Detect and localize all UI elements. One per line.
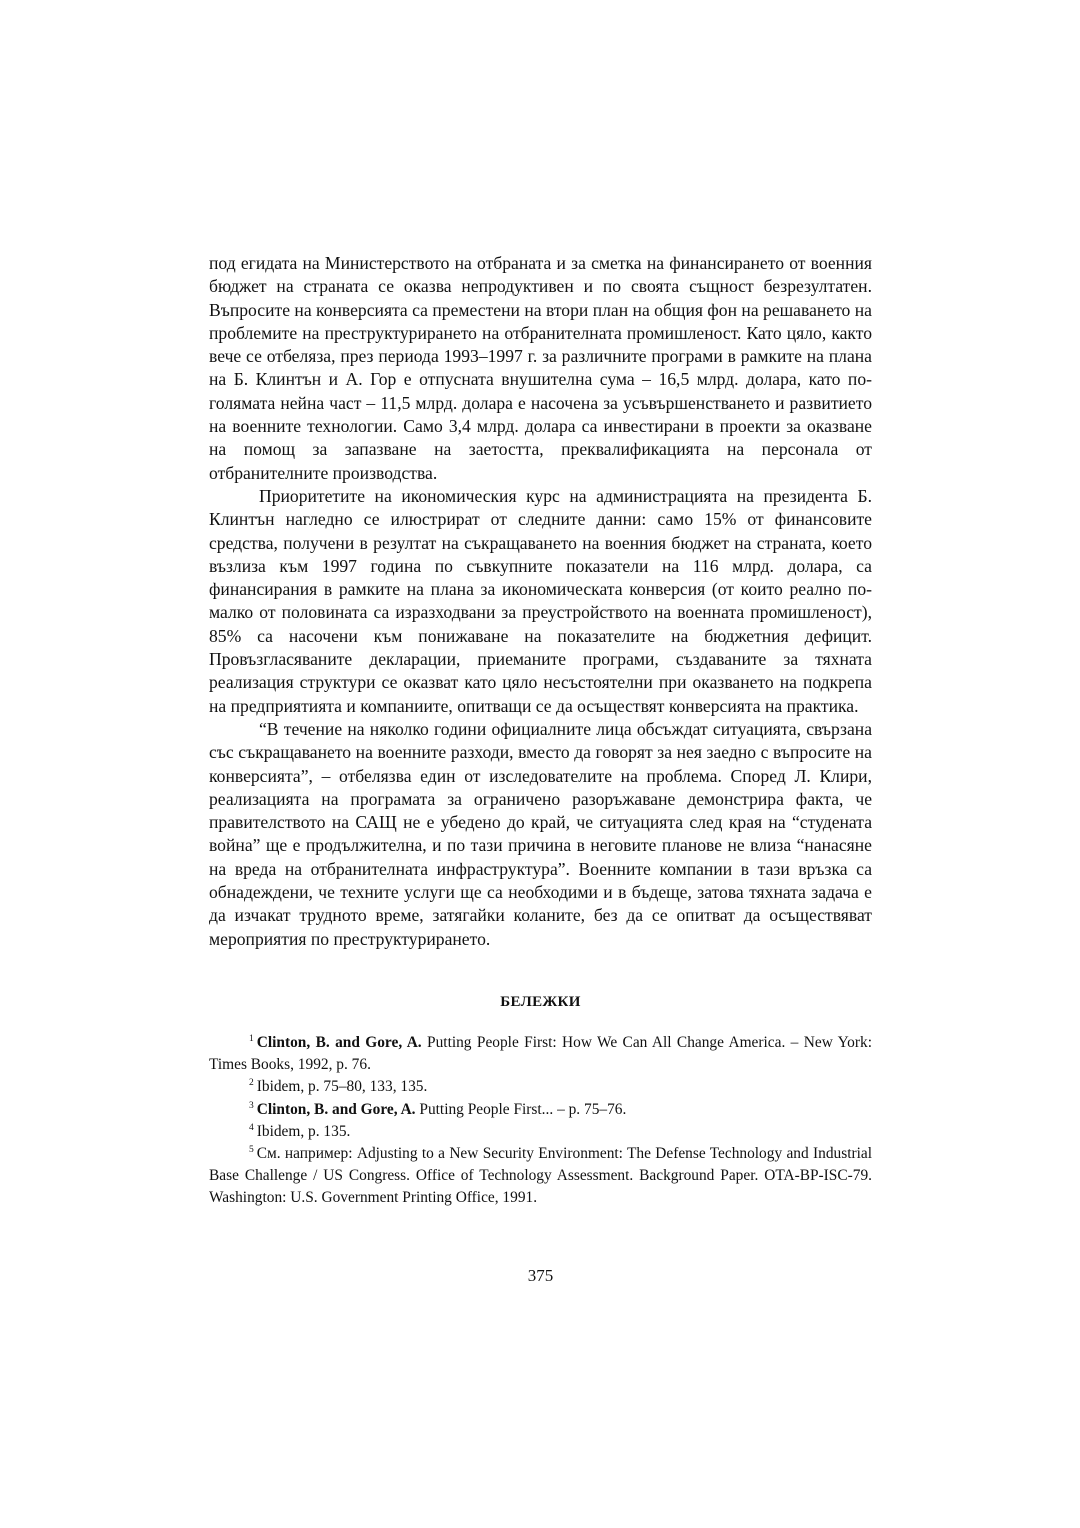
- footnote-text: Putting People First: How We Can All Change America. – New York: Times Books, 1992, p. 76.: [209, 1034, 872, 1074]
- footnote-author: Clinton, B. and Gore, A.: [256, 1100, 416, 1118]
- paragraph-3: “В течение на няколко години официалните лица обсъждат ситуацията, свързана със съкращаването на военните разходи, вместо да говорят за нея заедно с въпросите на конверсията”, – отбелязва един от изследователите на проблема. Според Л. Клири, реализацията на програмата за ограничено разоръжаване демонстрира факта, че правителството на САЩ не е убедено до край, че ситуацията след края на “студената война” ще е продължителна, и по тази причина в неговите планове не влиза “нанасяне на вреда на отбранителната инфраструктура”. Военните компании в тази връзка са обнадеждени, че техните услуги ще са необходими и в бъдеще, затова тяхната задача е да изчакат трудното време, затягайки коланите, без да се опитват да осъществяват мероприятия по преструктурирането.: [209, 718, 872, 949]
- footnote-text: Putting People First... – p. 75–76.: [415, 1100, 627, 1118]
- main-text: [209, 252, 872, 951]
- page-number: 375: [527, 1266, 554, 1285]
- footnote-number: 1: [249, 1034, 254, 1044]
- footnote-4: [209, 1121, 872, 1143]
- paragraph-2: Приоритетите на икономическия курс на администрацията на президента Б. Клинтън нагледно се илюстрират от следните данни: само 15% от финансовите средства, получени в резултат на съкращаването на военния бюджет на страната, което възлиза към 1997 година по съвкупните показатели на 116 млрд. долара, са финансирания в рамките на плана за икономическата конверсия (от които реално по-малко от половината са изразходвани за преустройството на военната промишленост), 85% са насочени към понижаване на показателите на бюджетния дефицит. Провъзгласяваните декларации, приеманите програми, създаваните за тяхната реализация структури се оказват като цяло несъстоятелни при оказването на подкрепа на предприятията и компаниите, опитващи се да осъществят конверсията на практика.: [209, 485, 872, 716]
- footnote-number: 2: [249, 1078, 254, 1089]
- footnote-text: Ibidem, p. 135.: [256, 1122, 351, 1140]
- footnote-text: См. например: Adjusting to a New Security Environment: The Defense Technology and Industrial Base Challenge / US Congress. Office of Technology Assessment. Background Paper. OTA-BP-ISC-79. Washington: U.S. Government Printing Office, 1991.: [209, 1145, 872, 1207]
- footnote-text: Ibidem, p. 75–80, 133, 135.: [256, 1078, 428, 1096]
- footnote-number: 4: [249, 1122, 254, 1133]
- footnote-number: 5: [249, 1145, 254, 1156]
- footnote-2: [209, 1076, 872, 1098]
- footnote-1: [209, 1032, 872, 1076]
- footnote-3: [209, 1099, 872, 1121]
- notes-list: [209, 1032, 872, 1210]
- paragraph-1: под егидата на Министерството на отбраната и за сметка на финансирането от военния бюджет на страната се оказва непродуктивен и по своята същност безрезултатен. Въпросите на конверсията са преместени на втори план на общия фон на решаването на проблемите на преструктурирането на отбранителната промишленост. Като цяло, както вече се отбеляза, през периода 1993–1997 г. за различните програми в рамките на плана на Б. Клинтън и А. Гор е отпусната внушителна сума – 16,5 млрд. долара, като по-голямата нейна част – 11,5 млрд. долара е насочена за усъвършенстването и развитието на военните технологии. Само 3,4 млрд. долара са инвестирани в проекти за оказване на помощ за запазване на заетостта, преквалификацията на персонала от отбранителните производства.: [209, 253, 872, 483]
- footnote-number: 3: [249, 1100, 254, 1111]
- footnote-author: Clinton, B. and Gore, A.: [256, 1034, 422, 1051]
- footnote-5: [209, 1143, 872, 1210]
- notes-heading: БЕЛЕЖКИ: [500, 994, 581, 1010]
